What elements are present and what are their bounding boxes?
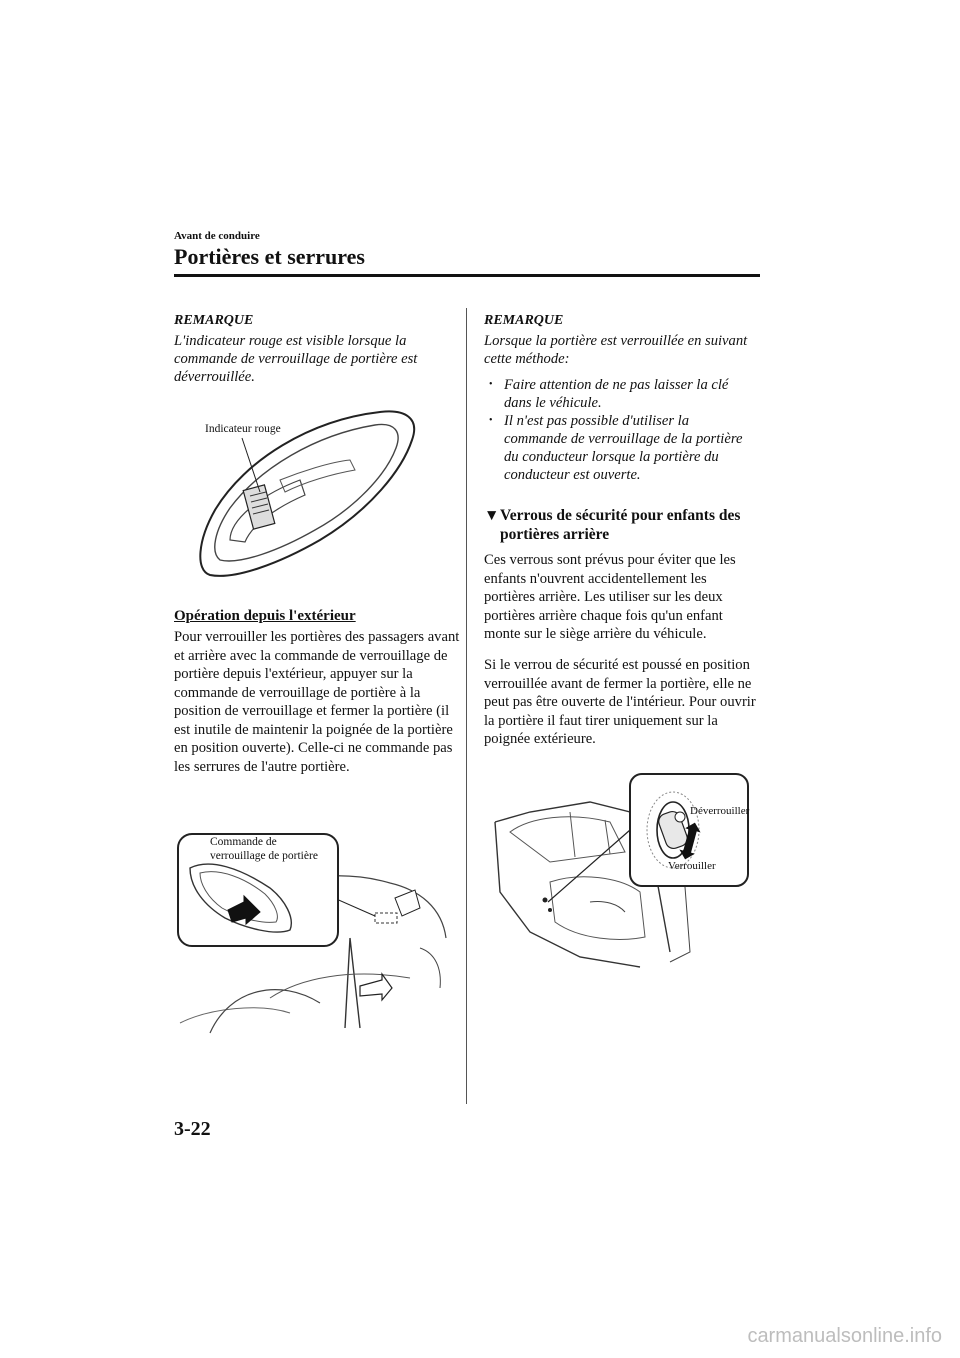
figure3-unlock-label: Déverrouiller xyxy=(690,805,750,817)
figure3-lock-label: Verrouiller xyxy=(668,860,716,872)
door-handle-figure xyxy=(190,400,430,590)
child-lock-paragraph-1: Ces verrous sont prévus pour éviter que les enfants n'ouvrent accidentellement les portières arrière. Les utiliser sur les deux portières arrière chaque fois qu'un enfant monte sur le siège arrière du véhicule. xyxy=(484,552,736,642)
figure1-label: Indicateur rouge xyxy=(205,423,281,435)
watermark: carmanualsonline.info xyxy=(747,1325,942,1347)
car-lock-figure xyxy=(170,828,450,1038)
note-heading-right: REMARQUE xyxy=(484,313,564,328)
child-lock-figure xyxy=(490,772,752,974)
page-title: Portières et serrures xyxy=(174,244,365,269)
note-bullet-2: • Il n'est pas possible d'utiliser la commande de verrouillage de la portière du conducteur lorsque la portière du conducteur est ouverte. xyxy=(489,413,743,483)
bullet-dot: • xyxy=(489,379,493,390)
figure2-label-1: Commande de xyxy=(210,836,277,848)
column-divider xyxy=(466,308,467,1104)
subheading-exterior: Opération depuis l'extérieur xyxy=(174,608,356,624)
section-label: Avant de conduire xyxy=(174,230,260,242)
header-rule xyxy=(174,274,760,277)
note-bullet-1: • Faire attention de ne pas laisser la clé dans le véhicule. xyxy=(489,377,729,411)
bullet-dot: • xyxy=(489,415,493,426)
child-lock-paragraph-2: Si le verrou de sécurité est poussé en position verrouillée avant de fermer la portière, elle ne peut pas être ouverte de l'intérieur. Pour ouvrir la portière il faut tirer uniquement sur la poignée extérieure. xyxy=(484,657,756,747)
note-text-left: L'indicateur rouge est visible lorsque la commande de verrouillage de portière est déverrouillée. xyxy=(174,333,418,385)
triangle-marker-icon: ▼ xyxy=(484,507,500,524)
child-lock-heading: ▼ Verrous de sécurité pour enfants des portières arrière xyxy=(484,507,741,543)
note-text-right: Lorsque la portière est verrouillée en suivant cette méthode: xyxy=(484,333,748,367)
figure2-label-2: verrouillage de portière xyxy=(210,850,318,862)
exterior-paragraph: Pour verrouiller les portières des passagers avant et arrière avec la commande de verrouillage de portière depuis l'extérieur, appuyer sur la commande de verrouillage de portière à la position de verrouillage et fermer la portière (il est inutile de maintenir la poignée de la portière en position ouverte). Celle-ci ne commande pas les serrures de l'autre portière. xyxy=(174,629,460,775)
page-number: 3-22 xyxy=(174,1118,211,1140)
note-heading-left: REMARQUE xyxy=(174,313,254,328)
